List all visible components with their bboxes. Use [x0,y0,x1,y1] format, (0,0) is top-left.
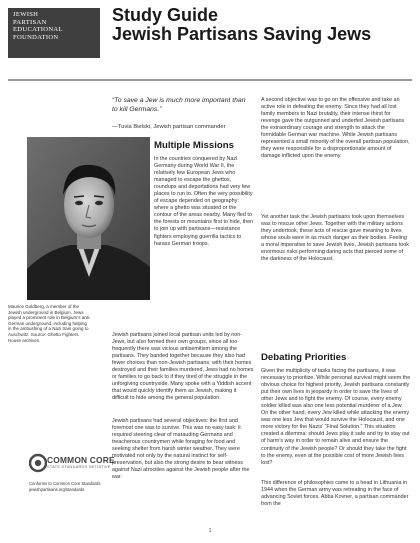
body-paragraph: Jewish partisans joined local partisan units led by non-Jews, but also formed their own groups, since all too frequently there was vicious antisemitism among the partisans. They banded together because they also had fewer choices than non-Jewish partisans: with their homes destroyed and their families murdered, Jews had no homes or families to go back to if they tired of the struggle in the unforgiving countryside. Many spoke with a Yiddish accent that would quickly identify them as Jewish, making it difficult to hide among the general population. [112,332,254,402]
page-number: 1 [208,528,212,534]
quote-attribution: —Tuvia Bielski, Jewish partisan commander [112,124,226,130]
standards-url[interactable]: jewishpartisans.org/standards [29,486,85,492]
section-heading-debating-priorities: Debating Priorities [261,352,347,363]
foundation-logo [8,8,100,58]
conformance-text: Conforms to Common Core Standards [29,481,101,486]
body-paragraph: A second objective was to go on the offensive and take an active role in defeating the enemy. Since they had all lost family members to Nazi brutality, their intense thirst for revenge gave the outgunned and underfed Jewish partisans the extraordinary courage and strength to attack the formidable German war machine. While Jewish partisans represented a small minority of the overall partisan population, they were responsible for a disproportionate amount of damage inflicted upon the enemy. [261,97,410,160]
logo-line: PARTISAN [13,18,47,26]
pull-quote: “To save a Jew is much more important than to kill Germans.” [112,97,246,113]
body-paragraph: Yet another task the Jewish partisans took upon themselves was to rescue other Jews. Together with the military actions they undertook, these acts of rescue gave meaning to lives whose souls were in as much danger as their bodies. Feeling a moral imperative to save Jewish lives, Jewish partisans took enormous risks performing daring acts that pierced some of the darkness of the Holocaust. [261,214,410,263]
body-paragraph: In the countries conquered by Nazi Germany during World War II, the relatively few European Jews who managed to escape the ghettos, roundups and deportations had very few places to run to. Often the very possibility of escape depended on geography: where a ghetto was situated or the contour of the areas nearby. Many fled to the forests or mountains first to hide, then to join up with partisans—resistance fighters employing guerrilla tactics to harass German troops. [154,156,254,247]
logo-line: JEWISH [13,11,39,18]
common-core-subtitle: STATE STANDARDS INITIATIVE [47,465,111,469]
photo-caption: Maurice Goldberg, a member of the Jewish underground in Belgium. Jews played a prominent role in Belgium’s anti-German underground, including helping in the ambushing of a Nazi train going to Auschwitz. Source: Ghetto Fighters House archives. [8,304,91,343]
logo-line: FOUNDATION [13,33,59,41]
title-line-1: Study Guide [112,5,219,25]
common-core-name: COMMON CORE [47,455,115,465]
common-core-seal-icon [29,452,47,474]
common-core-conformance [29,481,109,492]
body-paragraph: This difference of philosophies came to a head in Lithuania in 1944 when the German army was retreating in the face of advancing Soviet forces. Abba Kovner, a partisan commander from the [261,480,409,508]
body-paragraph: Jewish partisans had several objectives: the first and foremost one was to survive. This was no easy task: it required steering clear of marauding Germans and treacherous countrymen while foraging for food and seeking shelter from harsh winter weather. They were motivated not only by the natural instinct for self-preservation, but also the strong desire to bear witness against Nazi atrocities against the Jewish people after the war. [112,418,250,481]
page-title [112,6,412,44]
title-line-2: Jewish Partisans Saving Jews [112,24,372,44]
body-paragraph: Given the multiplicity of tasks facing the partisans, it was necessary to prioritize. While personal survival might seem the obvious choice for highest priority, Jewish partisans constantly put their own lives in jeopardy in order to save the lives of other Jews and to fight the enemy. Of course, every enemy soldier killed was also one less potential murderer of a Jew. On the other hand, every Jew killed while attacking the enemy was one less Jew that would survive the Holocaust, and one more victory for the Nazis’ “Final Solution.” This situation created a dilemma: should Jews play it safe and try to stay out of harm’s way in order to remain alive and ensure the continuity of the Jewish people? Or should they take the fight to the enemy, even at the possible cost of more Jewish lives lost? [261,368,411,466]
header-divider [8,79,412,81]
logo-line: EDUCATIONAL [13,26,63,34]
portrait-photo [27,137,150,300]
section-heading-multiple-missions: Multiple Missions [154,140,234,151]
